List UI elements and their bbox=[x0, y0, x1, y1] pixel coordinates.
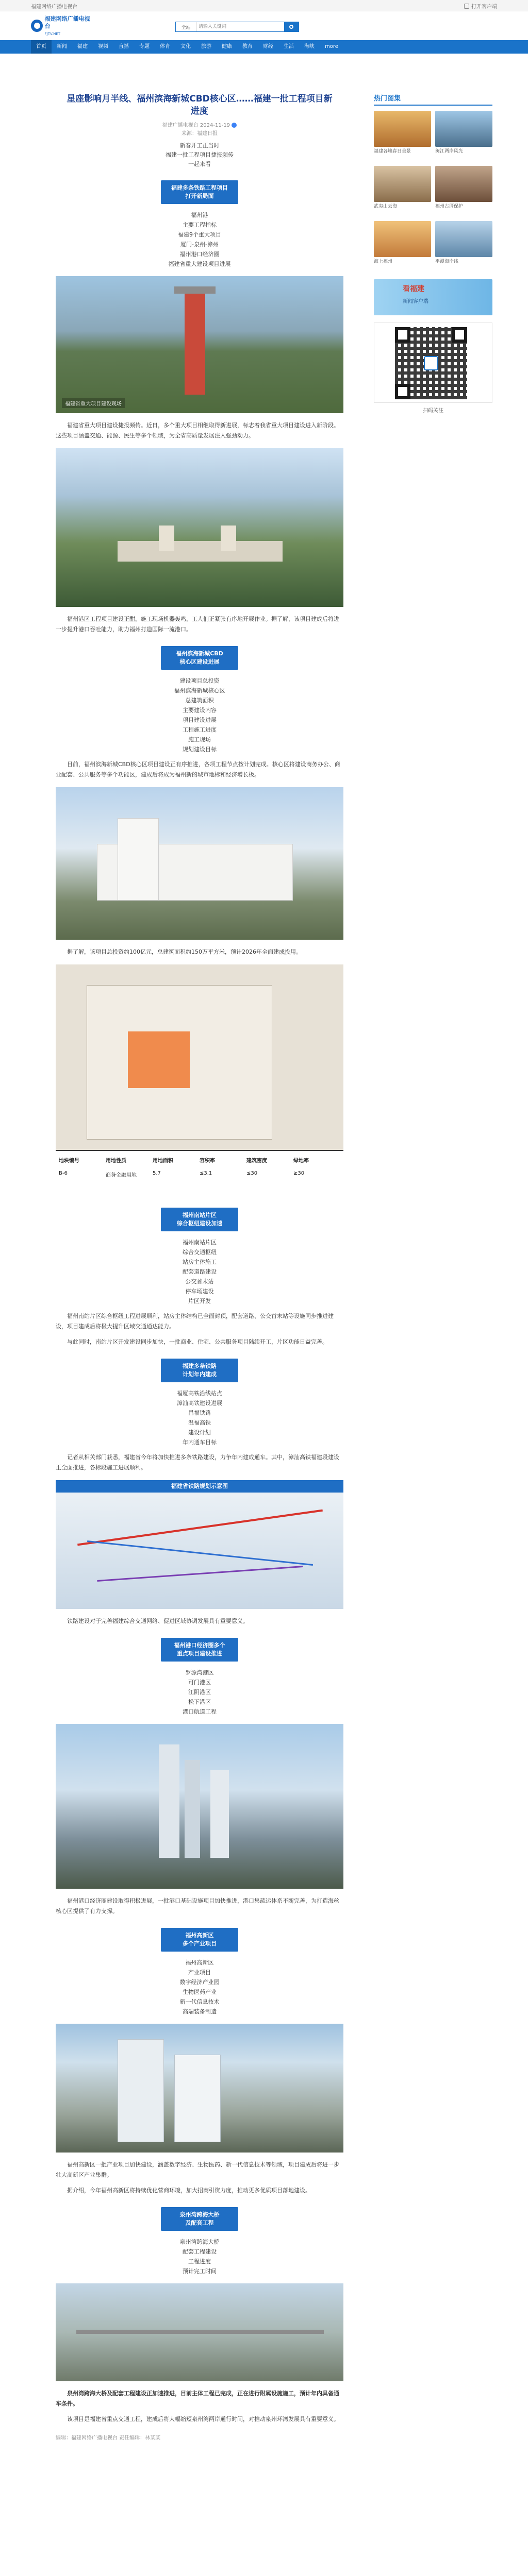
section-list: 建设项目总投资 福州滨海新城核心区 总建筑面积 主要建设内容 项目建设进展 工程施工进度 施工现场 规划建设目标 bbox=[174, 677, 225, 753]
top-bar-app-link[interactable]: 打开客户端 bbox=[464, 2, 497, 10]
image-caption: 福建省重大项目建设现场 bbox=[62, 398, 125, 408]
search-button[interactable] bbox=[284, 22, 299, 31]
gallery-item[interactable]: 平潭海岸线 bbox=[435, 221, 492, 272]
railway-map-image: 福建省铁路规划示意图 bbox=[56, 1480, 343, 1609]
article-paragraph: 泉州湾跨海大桥及配套工程建设正加速推进，目前主体工程已完成，正在进行附属设施施工，预计年内具备通车条件。 bbox=[56, 2390, 339, 2407]
qr-logo-icon bbox=[424, 356, 438, 370]
editor-info: 编辑：福建网络广播电视台 责任编辑：林某某 bbox=[56, 2435, 161, 2441]
section-heading: 福州高新区 多个产业项目 bbox=[161, 1928, 238, 1952]
nav-item[interactable]: 福建 bbox=[77, 44, 88, 49]
article-image bbox=[56, 787, 343, 940]
article-source: 来源：福建日报 bbox=[182, 131, 218, 137]
section-list: 福州高新区 产业项目 数字经济产业园 生物医药产业 新一代信息技术 高端装备制造 bbox=[179, 1959, 220, 2015]
article-paragraph: 据了解，该项目总投资约100亿元，总建筑面积约150万平方米，预计2026年全面建成投用。 bbox=[67, 948, 302, 955]
nav-item[interactable]: 健康 bbox=[222, 44, 232, 49]
article-paragraph: 福州港区工程项目建设正酣，施工现场机器轰鸣，工人们正紧张有序地开展作业。据了解，该项目建成后将进一步提升港口吞吐能力，助力福州打造国际一流港口。 bbox=[56, 616, 339, 633]
sidebar-title: 热门图集 bbox=[374, 93, 492, 106]
nav-item[interactable]: 生活 bbox=[284, 44, 294, 49]
nav-item[interactable]: 教育 bbox=[242, 44, 253, 49]
search-icon bbox=[289, 25, 293, 29]
section-list: 福州南站片区 综合交通枢纽 站房主体施工 配套道路建设 公交首末站 停车场建设 片区开发 bbox=[183, 1239, 217, 1304]
site-logo[interactable]: 福建网络广播电视台 FJTV.NET bbox=[31, 18, 93, 34]
article bbox=[56, 93, 343, 2443]
article-meta bbox=[56, 122, 343, 138]
top-bar bbox=[0, 0, 528, 11]
article-paragraph: 据介绍，今年福州高新区将持续优化营商环境，加大招商引资力度，推动更多优质项目落地建设。 bbox=[67, 2187, 311, 2194]
section-heading: 泉州湾跨海大桥 及配套工程 bbox=[161, 2207, 238, 2231]
section-heading: 福建多条铁路工程项目 打开新局面 bbox=[161, 180, 238, 204]
lead-text: 新春开工正当时 福建一批工程项目捷报频传 一起来看 bbox=[166, 142, 234, 167]
nav-item[interactable]: 直播 bbox=[119, 44, 129, 49]
nav-item[interactable]: 文化 bbox=[180, 44, 191, 49]
article-paragraph: 与此同时，南站片区开发建设同步加快，一批商业、住宅、公共服务项目陆续开工，片区功能日益完善。 bbox=[67, 1338, 328, 1345]
gallery-item[interactable]: 福建各地春日美景 bbox=[374, 111, 431, 162]
nav-item[interactable]: 新闻 bbox=[57, 44, 67, 49]
nav-item[interactable]: 专题 bbox=[139, 44, 150, 49]
article-paragraph: 记者从相关部门获悉，福建省今年将加快推进多条铁路建设，力争年内建成通车。其中，漳汕高铁福建段建设正全面推进，各标段施工进展顺利。 bbox=[56, 1454, 339, 1471]
sidebar-gallery bbox=[374, 111, 492, 272]
section-heading: 福建多条铁路 计划年内建成 bbox=[161, 1359, 238, 1382]
site-plan-image: 地块编号 用地性质 用地面积 容积率 建筑密度 绿地率 B-6 商务金融用地 5.7 ≤3.1 ≤30 ≥30 bbox=[56, 964, 343, 1196]
article-paragraph: 铁路建设对于完善福建综合交通网络、促进区域协调发展具有重要意义。 bbox=[67, 1618, 249, 1624]
logo-icon bbox=[31, 20, 43, 32]
section-heading: 福州南站片区 综合枢纽建设加速 bbox=[161, 1208, 238, 1231]
phone-icon bbox=[464, 4, 469, 9]
nav-item[interactable]: 旅游 bbox=[201, 44, 211, 49]
search-input[interactable] bbox=[196, 22, 284, 31]
article-paragraph: 福建省重大项目建设捷报频传。近日，多个重大项目相继取得新进展，标志着我省重大项目建设进入新阶段。这些项目涵盖交通、能源、民生等多个领域，为全省高质量发展注入强劲动力。 bbox=[56, 422, 339, 439]
nav-item[interactable]: 财经 bbox=[263, 44, 273, 49]
nav-item[interactable]: more bbox=[325, 44, 338, 49]
article-paragraph: 福州港口经济圈建设取得积极进展，一批港口基础设施项目加快推进，港口集疏运体系不断完善，为打造海丝核心区提供了有力支撑。 bbox=[56, 1897, 339, 1914]
article-title: 星座影响月半线、福州滨海新城CBD核心区……福建一批工程项目新进度 bbox=[67, 94, 333, 116]
gallery-item[interactable]: 海上福州 bbox=[374, 221, 431, 272]
gallery-item[interactable]: 福州古厝保护 bbox=[435, 166, 492, 217]
qr-code bbox=[374, 323, 492, 403]
header bbox=[0, 11, 528, 40]
top-bar-site-name: 福建网络广播电视台 bbox=[31, 4, 77, 10]
article-image bbox=[56, 1724, 343, 1889]
gallery-item[interactable]: 武夷山云海 bbox=[374, 166, 431, 217]
qr-caption: 扫码关注 bbox=[423, 408, 443, 414]
article-date: 福建广播电视台 2024-11-19 bbox=[162, 123, 230, 128]
nav-item[interactable]: 体育 bbox=[160, 44, 170, 49]
gallery-item[interactable]: 闽江两岸风光 bbox=[435, 111, 492, 162]
nav-item[interactable]: 海峡 bbox=[304, 44, 315, 49]
article-paragraph: 该项目是福建省重点交通工程，建成后将大幅缩短泉州湾两岸通行时间，对推动泉州环湾发展具有重要意义。 bbox=[67, 2416, 339, 2422]
sidebar bbox=[374, 93, 492, 414]
section-heading: 福州港口经济圈多个 重点项目建设推进 bbox=[161, 1638, 238, 1662]
main-nav bbox=[0, 40, 528, 54]
section-list: 泉州湾跨海大桥 配套工程建设 工程进度 预计完工时间 bbox=[179, 2239, 220, 2275]
app-ad-banner[interactable]: 看福建 新闻客户端 bbox=[374, 279, 492, 315]
section-list: 罗源湾港区 可门港区 江阴港区 松下港区 港口航道工程 bbox=[183, 1669, 217, 1715]
article-image bbox=[56, 276, 343, 413]
article-image bbox=[56, 2024, 343, 2153]
article-image bbox=[56, 448, 343, 607]
section-list: 福厦高铁沿线站点 漳汕高铁建设进展 昌福铁路 温福高铁 建设计划 年内通车目标 bbox=[177, 1390, 222, 1446]
share-icon[interactable] bbox=[232, 123, 237, 128]
search-bar bbox=[175, 22, 299, 32]
nav-item[interactable]: 首页 bbox=[31, 40, 52, 54]
nav-item[interactable]: 视频 bbox=[98, 44, 108, 49]
article-paragraph: 目前，福州滨海新城CBD核心区项目建设正有序推进，各项工程节点按计划完成。核心区将建设商务办公、商业配套、公共服务等多个功能区，建成后将成为福州新的城市地标和经济增长极。 bbox=[56, 761, 340, 778]
search-scope-select[interactable]: 全站 bbox=[176, 22, 196, 31]
section-list: 福州港 主要工程指标 福建9个重大项目 厦门-泉州-漳州 福州港口经济圈 福建省重大建设项目进展 bbox=[168, 212, 231, 267]
article-paragraph: 福州南站片区综合枢纽工程进展顺利，站房主体结构已全面封顶，配套道路、公交首末站等设施同步推进建设，项目建成后将极大提升区域交通通达能力。 bbox=[56, 1313, 334, 1330]
article-paragraph: 福州高新区一批产业项目加快建设，涵盖数字经济、生物医药、新一代信息技术等领域，项目建成后将进一步壮大高新区产业集群。 bbox=[56, 2161, 339, 2178]
article-image bbox=[56, 2283, 343, 2381]
section-heading: 福州滨海新城CBD 核心区建设进展 bbox=[161, 646, 238, 670]
